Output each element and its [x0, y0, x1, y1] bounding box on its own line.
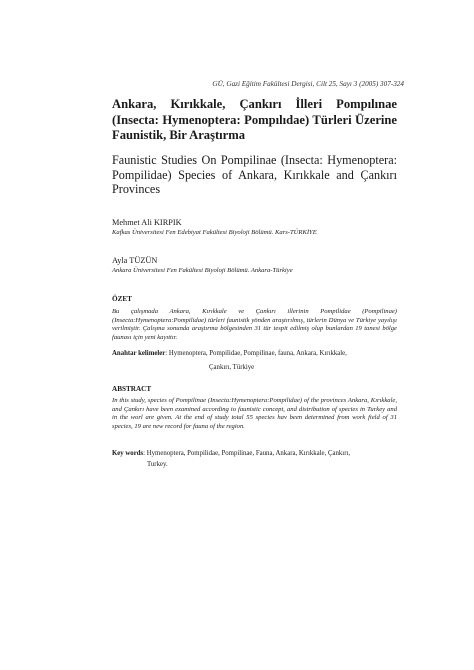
turkish-keywords-continued: Çankırı, Türkiye	[209, 364, 255, 371]
ozet-heading: ÖZET	[112, 295, 132, 303]
author-name: Ayla TÜZÜN	[112, 256, 158, 265]
keywords-list: : Hymenoptera, Pompilidae, Pompilinae, Fauna, Ankara, Kırıkkale, Çankırı,	[143, 450, 351, 457]
abstract-text: In this study, species of Pompilinae (Insecta:Hymenoptera:Pompilidae) of the provinces Ankara, Kırıkkale, and Çankırı have been examined according to faunistic concept, and distribution of species in Turkey and in the worl are given. At the end of study total 55 species hav been determined from work field of 31 species, 19 are new record for fauna of the region.	[112, 397, 397, 430]
keywords-list: : Hymenoptera, Pompilidae, Pompilinae, fauna, Ankara, Kırıkkale,	[165, 350, 347, 357]
author-block-2	[112, 256, 412, 275]
author-affiliation: Kafkas Üniversitesi Fen Edebiyat Fakültesi Biyoloji Bölümü. Kars-TÜRKİYE	[112, 229, 317, 236]
turkish-keywords	[112, 350, 397, 359]
author-affiliation: Ankara Üniversitesi Fen Fakültesi Biyoloji Bölümü. Ankara-Türkiye	[112, 267, 293, 274]
author-name: Mehmet Ali KIRPIK	[112, 218, 182, 227]
keywords-label: Anahtar kelimeler	[112, 350, 166, 357]
ozet-text: Bu çalışmada Ankara, Kırıkkale ve Çankırı illerinin Pompilidae (Pompilinae) (Insecta:Hymenoptera:Pompilidae) türleri faunistik yönden araştırılmış, türlerin Dünya ve Türkiye yayılışı verilmiştir. Çalışma sonunda araştırma bölgesinden 31 tür tespit edilmiş olup bunlardan 19 tanesi bölge faunası için yeni kayıttır.	[112, 308, 397, 341]
author-block-1	[112, 218, 412, 237]
english-keywords	[112, 450, 397, 459]
english-title: Faunistic Studies On Pompilinae (Insecta: Hymenoptera: Pompilidae) Species of Ankara, Kırıkkale and Çankırı Provinces	[112, 153, 397, 196]
keywords-label: Key words	[112, 450, 144, 457]
abstract-heading: ABSTRACT	[112, 385, 152, 393]
english-keywords-continued: Turkey.	[147, 461, 168, 468]
journal-citation: GÜ, Gazi Eğitim Fakültesi Dergisi, Cilt 25, Sayı 3 (2005) 307-324	[212, 80, 404, 88]
turkish-title: Ankara, Kırıkkale, Çankırı İlleri Pompılınae (Insecta: Hymenoptera: Pompılıdae) Türleri Üzerine Faunistik, Bir Araştırma	[112, 97, 397, 142]
